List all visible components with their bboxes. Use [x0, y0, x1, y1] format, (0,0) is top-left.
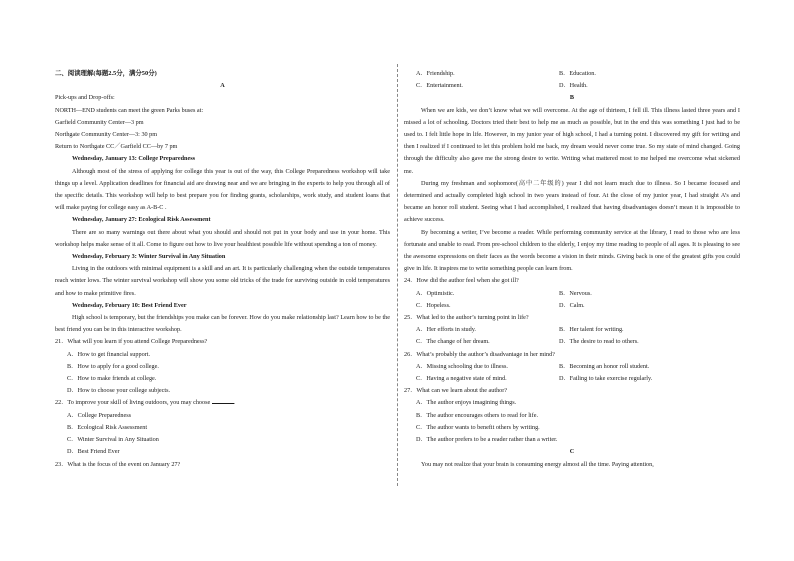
passage-b-label: B — [569, 94, 575, 102]
answer-option: C．Having a negative state of mind. — [416, 375, 507, 383]
answer-option: C．How to make friends at college. — [67, 375, 157, 383]
event-body: Living in the outdoors with minimal equipment is a skill and an art. It is particularly challenging when the outside temperatures reach winter lows. The winter survival workshop will show you some old tricks of the trade for surviving outside in cold temperatures and how to make primitive fires. — [55, 265, 390, 297]
answer-option: D．Best Friend Ever — [67, 448, 120, 456]
answer-option: A．How to get financial support. — [67, 350, 150, 358]
passage-paragraph: By becoming a writer, I’ve become a reader. While performing community service at the library, I read to those who are less fortunate and unable to read. From pre-school children to the elderly, I enjoy my time reading to people of all ages. It is pleasing to see the awesome expressions on their faces as the words become a vision in their minds. Giving back is one of the greatest gifts you could give in life. It inspires me to write something people can learn from. — [404, 228, 740, 273]
event-body: There are so many warnings out there about what you should and should not put in your body and use in your home. This workshop helps make sense of it all. Come to figure out how to live your healthiest possible life without spending a ton of money. — [55, 228, 390, 248]
answer-option: B．How to apply for a good college. — [67, 362, 159, 370]
option-row — [404, 373, 740, 385]
answer-option: C．Entertainment. — [416, 82, 463, 90]
answer-option: B．Education. — [559, 70, 596, 77]
option-row — [404, 288, 740, 300]
answer-option: D．Health. — [559, 82, 588, 90]
option-row — [404, 361, 740, 373]
option-row — [404, 80, 740, 92]
answer-option: B．Nervous. — [559, 289, 592, 297]
question-stem: 21．What will you learn if you attend College Preparedness? — [55, 338, 208, 346]
answer-option: A．Optimistic. — [416, 289, 455, 297]
answer-option: D．The author prefers to be a reader rather than a writer. — [416, 436, 558, 444]
passage-paragraph: You may not realize that your brain is consuming energy almost all the time. Paying attention, — [421, 460, 654, 468]
passage-paragraph: During my freshman and sophomore(高中二年级的) year I did not learn much due to illness. So I became focused and determined and actually completed high school in two years instead of four. At the close of my junior year, I had straight A’s and became an honor roll student. Seeing what I had accomplished, I realized that having disadvantages doesn’t mean it is impossible to achieve success. — [404, 179, 740, 224]
event-body: Although most of the stress of applying for college this year is out of the way, this College Preparedness workshop will take things up a level. Application deadlines for financial aid are drawing near and we are bringing in the experts to help you through all of the specific details. This workshop will help to best prepare you for finding grants, scholarships, work study, and student loans that will make paying for college easy as A-B-C . — [55, 167, 390, 212]
intro-line: Return to Northgate CC／Garfield CC—by 7 pm — [55, 143, 178, 151]
answer-option: C．Winter Survival in Any Situation — [67, 436, 159, 444]
option-row — [404, 324, 740, 336]
answer-option: D．How to choose your college subjects. — [67, 387, 171, 395]
answer-option: A．Friendship. — [416, 70, 455, 77]
answer-option: D．Calm. — [559, 301, 585, 309]
option-row — [404, 300, 740, 312]
question-stem-text: 22．To improve your skill of living outdoors, you may choose — [55, 399, 211, 407]
answer-option: B．The author encourages others to read for life. — [416, 411, 538, 419]
question-stem — [55, 397, 390, 409]
event-body: High school is temporary, but the friendships you make can be forever. How do you make relationship last? Learn how to be the best friend you can be in this interactive workshop. — [55, 314, 390, 334]
option-row — [404, 68, 740, 80]
option-row — [404, 336, 740, 348]
intro-line: Northgate Community Center—3: 30 pm — [55, 131, 158, 139]
passage-c-label: C — [569, 448, 575, 456]
passage-paragraph: When we are kids, we don’t know what we will overcome. At the age of thirteen, I fell ill. This illness lasted three years and I missed a lot of schooling. Doctors tried their best to help me as much as possible, but in the end this was something I just had to be used to. I felt little hope in life. However, in my junior year of high school, I had a turning point. I discovered my gift for writing and then I realized if I continued to let this problem hold me back, my dream would never come true. So my state of mind changed. Going through the difficulty also gave me the strong desire to write. Writing what mattered most to me helped me overcome what sickened me. — [404, 106, 740, 175]
event-heading: Wednesday, January 13: College Preparedness — [72, 155, 196, 163]
question-stem: 24．How did the author feel when she got ill? — [404, 277, 519, 285]
answer-option: A．College Preparedness — [67, 411, 132, 419]
left-column — [55, 68, 390, 471]
intro-line: NORTH—END students can meet the green Parks buses at: — [55, 106, 204, 114]
section-title: 二、阅读理解(每题2.5分，满分50分) — [55, 70, 157, 77]
answer-option: B．Ecological Risk Assessment — [67, 423, 148, 431]
passage-a-label: A — [220, 82, 225, 90]
intro-line: Garfield Community Center—3 pm — [55, 118, 144, 126]
answer-option: A．The author enjoys imagining things. — [416, 399, 517, 407]
question-stem: 23．What is the focus of the event on January 27? — [55, 460, 181, 468]
column-divider — [397, 64, 398, 486]
answer-option: C．The change of her dream. — [416, 338, 490, 346]
answer-option: B．Her talent for writing. — [559, 326, 624, 334]
question-stem: 26．What’s probably the author’s disadvantage in her mind? — [404, 350, 555, 358]
question-stem-end: . — [233, 399, 236, 407]
answer-option: C．The author wants to benefit others by writing. — [416, 423, 540, 431]
answer-option: A．Her efforts in study. — [416, 326, 476, 334]
event-heading: Wednesday, January 27: Ecological Risk Assessment — [72, 216, 211, 224]
event-heading: Wednesday, February 10: Best Friend Ever — [72, 301, 187, 309]
intro-line: Pick-ups and Drop-offs: — [55, 94, 115, 102]
answer-option: C．Hopeless. — [416, 301, 451, 309]
answer-option: B．Becoming an honor roll student. — [559, 362, 650, 370]
event-heading: Wednesday, February 3: Winter Survival in Any Situation — [72, 253, 226, 261]
question-stem: 25．What led to the author’s turning point in life? — [404, 314, 529, 322]
right-column — [404, 68, 740, 471]
answer-blank — [212, 397, 236, 407]
question-stem: 27．What can we learn about the author? — [404, 387, 508, 395]
answer-option: D．The desire to read to others. — [559, 338, 639, 346]
answer-option: D．Failing to take exercise regularly. — [559, 375, 653, 383]
answer-option: A．Missing schooling due to illness. — [416, 362, 508, 370]
